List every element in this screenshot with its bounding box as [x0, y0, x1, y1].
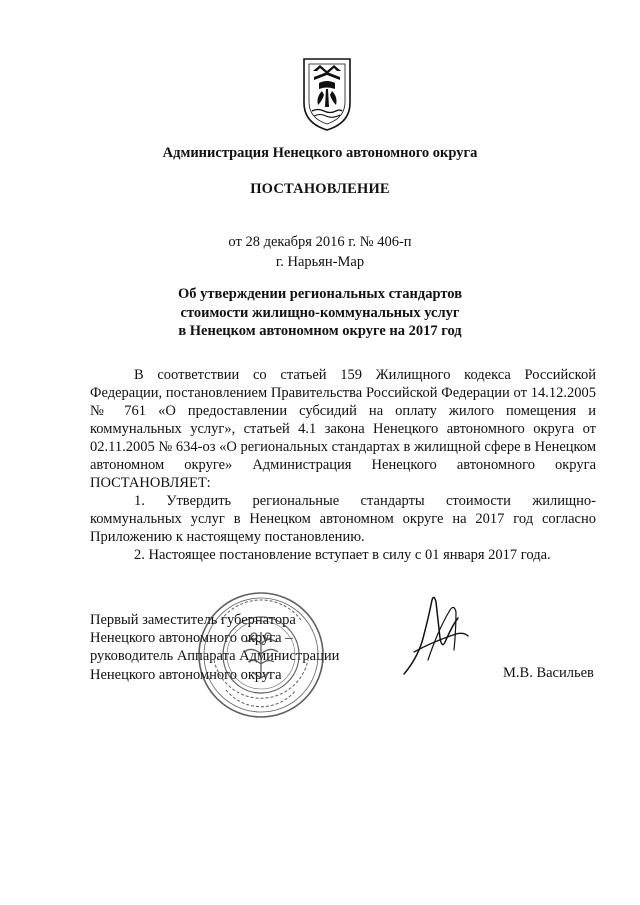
item-1-paragraph: 1. Утвердить региональные стандарты стоимости жилищно-коммунальных услуг в Ненецком автономном округе на 2017 год согласно Приложению к настоящему постановлению. [90, 493, 596, 545]
document-body [90, 366, 596, 564]
position-line: Ненецкого автономного округа [90, 666, 282, 683]
document-title [0, 285, 640, 341]
official-seal-icon [196, 590, 326, 720]
preamble-paragraph: В соответствии со статьей 159 Жилищного кодекса Российской Федерации, постановлением Правительства Российской Федерации от 14.12.2005 № 761 «О предоставлении субсидий на оплату жилого помещения и коммунальных услуг», статьей 4.1 закона Ненецкого автономного округа от 02.11.2005 № 634-оз «О региональных стандартах в жилищной сфере в Ненецком автономном округе» Администрация Ненецкого автономного округа ПОСТАНОВЛЯЕТ: [90, 367, 596, 491]
position-line: руководитель Аппарата Администрации [90, 648, 340, 665]
document-date-number: от 28 декабря 2016 г. № 406-п [228, 234, 412, 250]
document-city: г. Нарьян-Мар [275, 254, 365, 270]
signatory-name: М.В. Васильев [503, 665, 594, 681]
position-line: Первый заместитель губернатора [90, 612, 296, 628]
position-line: Ненецкого автономного округа – [90, 630, 293, 647]
coat-of-arms-icon [300, 55, 354, 133]
handwritten-signature-icon [398, 590, 478, 680]
item-2-paragraph: 2. Настоящее постановление вступает в силу с 01 января 2017 года. [134, 547, 551, 563]
document-type: ПОСТАНОВЛЕНИЕ [250, 181, 390, 197]
organization-name: Администрация Ненецкого автономного округа [162, 145, 478, 161]
title-line: в Ненецком автономном округе на 2017 год [178, 323, 462, 339]
title-line: стоимости жилищно-коммунальных услуг [180, 304, 460, 321]
title-line: Об утверждении региональных стандартов [177, 286, 463, 302]
